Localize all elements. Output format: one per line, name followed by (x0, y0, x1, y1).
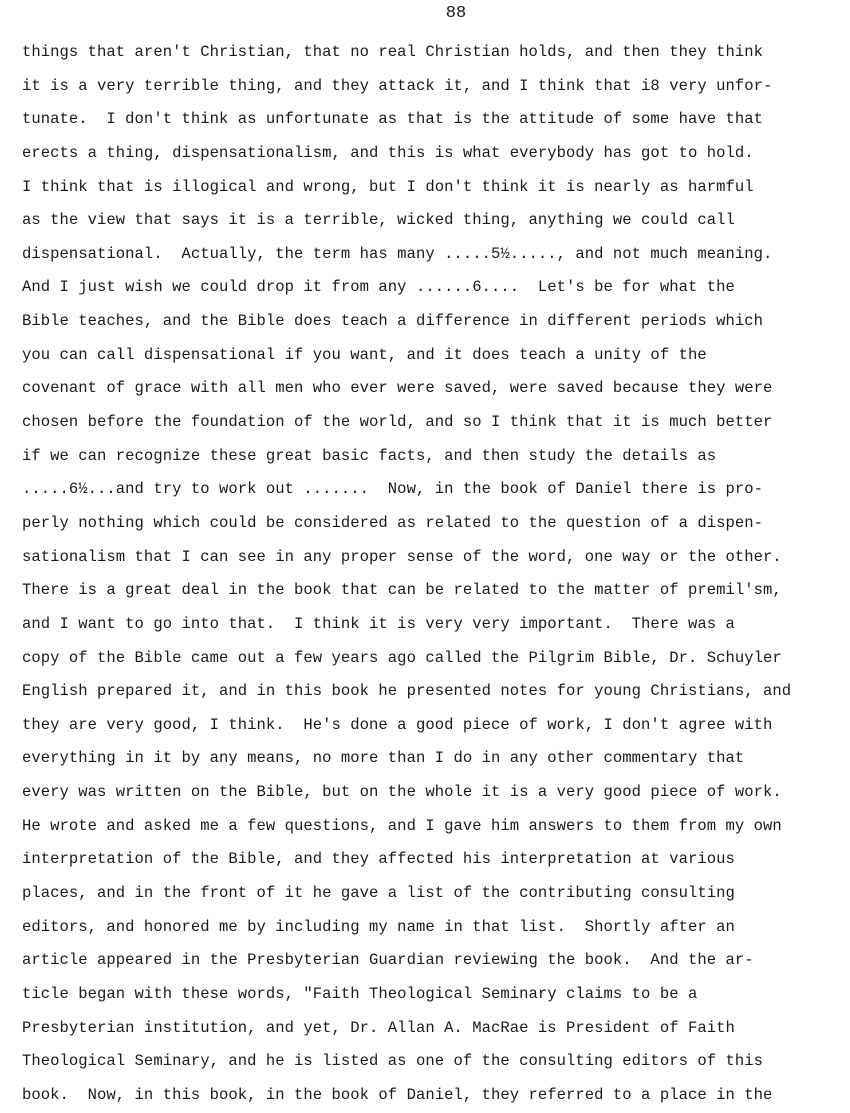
text-line: interpretation of the Bible, and they affected his interpretation at various (22, 850, 735, 869)
page-number: 88 (445, 4, 467, 23)
text-line: as the view that says it is a terrible, wicked thing, anything we could call (22, 211, 735, 230)
text-line: if we can recognize these great basic facts, and then study the details as (22, 446, 717, 465)
text-line: erects a thing, dispensationalism, and this is what everybody has got to hold. (22, 143, 754, 162)
text-line: things that aren't Christian, that no real Christian holds, and then they think (22, 43, 763, 61)
text-line: everything in it by any means, no more than I do in any other commentary that (22, 749, 745, 768)
text-line: dispensational. Actually, the term has many .....5½....., and not much meaning. (22, 244, 773, 263)
text-line: places, and in the front of it he gave a list of the contributing consulting (22, 884, 735, 903)
text-line: chosen before the foundation of the world, and so I think that it is much better (22, 413, 773, 432)
text-line: every was written on the Bible, but on the whole it is a very good piece of work. (22, 783, 782, 802)
text-line: And I just wish we could drop it from any ......6.... Let's be for what the (22, 278, 735, 297)
text-line: He wrote and asked me a few questions, and I gave him answers to them from my own (22, 816, 782, 835)
text-line: Presbyterian institution, and yet, Dr. Allan A. MacRae is President of Faith (22, 1018, 735, 1037)
text-line: it is a very terrible thing, and they attack it, and I think that i8 very unfor- (22, 76, 773, 95)
text-line: book. Now, in this book, in the book of Daniel, they referred to a place in the (22, 1085, 773, 1104)
text-line: they are very good, I think. He's done a good piece of work, I don't agree with (22, 715, 773, 734)
text-line: English prepared it, and in this book he presented notes for young Christians, and (22, 682, 792, 701)
text-line: There is a great deal in the book that can be related to the matter of premil'sm, (22, 581, 782, 600)
text-line: Bible teaches, and the Bible does teach a difference in different periods which (22, 312, 763, 331)
text-line: ticle began with these words, "Faith Theological Seminary claims to be a (22, 984, 698, 1003)
text-line: sationalism that I can see in any proper sense of the word, one way or the other. (22, 547, 782, 566)
text-line: and I want to go into that. I think it is very very important. There was a (22, 614, 735, 633)
text-line: covenant of grace with all men who ever were saved, were saved because they were (22, 379, 773, 398)
text-line: article appeared in the Presbyterian Guardian reviewing the book. And the ar- (22, 951, 754, 970)
text-line: copy of the Bible came out a few years ago called the Pilgrim Bible, Dr. Schuyler (22, 648, 782, 667)
text-line: tunate. I don't think as unfortunate as that is the attitude of some have that (22, 110, 763, 129)
text-line: .....6½...and try to work out ....... Now, in the book of Daniel there is pro- (22, 480, 763, 499)
text-line: perly nothing which could be considered as related to the question of a dispen- (22, 513, 763, 532)
text-line: editors, and honored me by including my name in that list. Shortly after an (22, 917, 735, 936)
text-line: Theological Seminary, and he is listed as one of the consulting editors of this (22, 1052, 763, 1071)
text-line: you can call dispensational if you want, and it does teach a unity of the (22, 345, 707, 364)
text-line: I think that is illogical and wrong, but I don't think it is nearly as harmful (22, 177, 754, 196)
body-text (22, 36, 850, 1113)
